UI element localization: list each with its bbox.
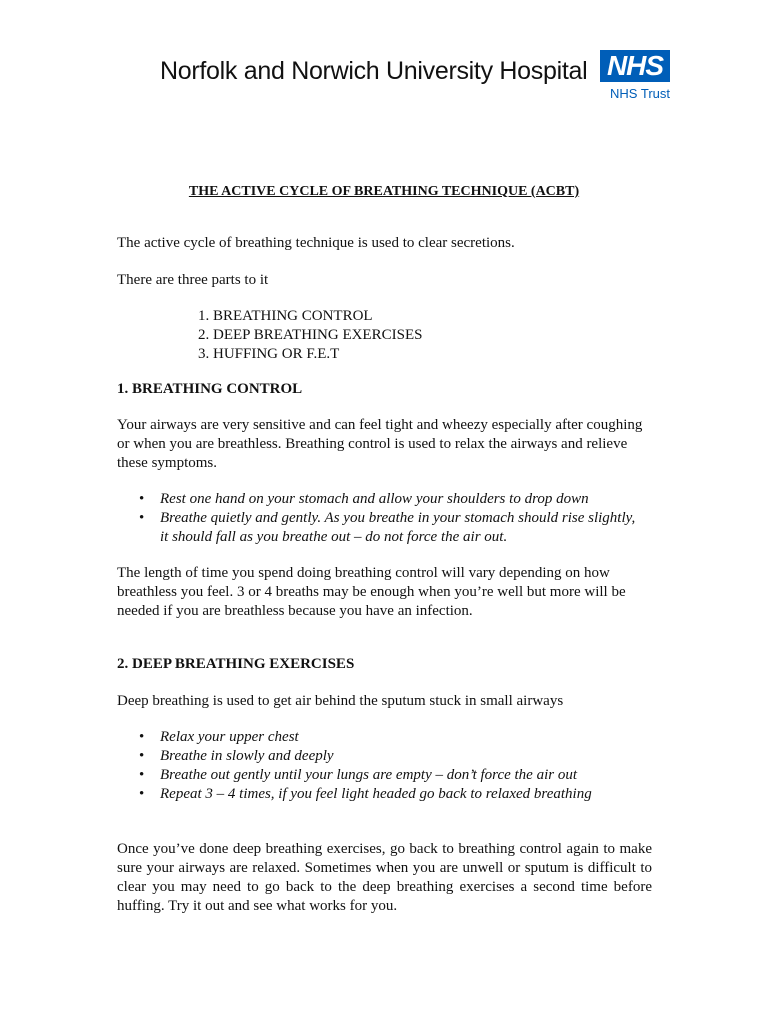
parts-list [198,307,422,364]
intro-paragraph: The active cycle of breathing technique is used to clear secretions. [117,235,515,251]
list-item [136,509,636,547]
bullet-icon: • [139,786,145,802]
section1-bullet-list [136,490,636,547]
section2-body: Deep breathing is used to get air behind the sputum stuck in small airways [117,693,564,709]
section-heading-breathing-control: 1. BREATHING CONTROL [117,381,303,397]
list-item [136,490,636,509]
list-item: 1. BREATHING CONTROL [198,308,373,324]
section2-bullet-list [136,728,636,804]
section1-body: Your airways are very sensitive and can feel tight and wheezy especially after coughing or when you are breathless. Breathing control is used to relax the airways and relieve these symptoms. [117,417,643,471]
nhs-logo: NHS [600,50,670,82]
bullet-text: Breathe quietly and gently. As you breathe in your stomach should rise slightly, it should fall as you breathe out – do not force the air out. [160,510,636,545]
bullet-text: Repeat 3 – 4 times, if you feel light headed go back to relaxed breathing [160,786,592,802]
bullet-icon: • [139,748,145,764]
list-item [136,785,636,804]
list-item: 3. HUFFING OR F.E.T [198,346,340,362]
bullet-icon: • [139,729,145,745]
hospital-name: Norfolk and Norwich University Hospital [160,57,588,85]
bullet-text: Breathe out gently until your lungs are empty – don’t force the air out [160,767,578,783]
section1-closing: The length of time you spend doing breathing control will vary depending on how breathless you feel. 3 or 4 breaths may be enough when you’re well but more will be needed if you are breathless because you have an infection. [117,565,626,619]
bullet-icon: • [139,491,145,507]
list-item [136,766,636,785]
list-item: 2. DEEP BREATHING EXERCISES [198,327,423,343]
bullet-icon: • [139,767,145,783]
document-title: THE ACTIVE CYCLE OF BREATHING TECHNIQUE (ACBT) [188,184,580,199]
bullet-text: Relax your upper chest [160,729,299,745]
trust-name: NHS Trust [610,86,670,101]
bullet-text: Breathe in slowly and deeply [160,748,334,764]
list-item [136,747,636,766]
bullet-icon: • [139,510,145,526]
section-heading-deep-breathing: 2. DEEP BREATHING EXERCISES [117,656,355,672]
section2-closing: Once you’ve done deep breathing exercises, go back to breathing control again to make sure your airways are relaxed. Sometimes when you are unwell or sputum is difficult to clear you may need to go back to the deep breathing exercises a second time before huffing. Try it out and see what works for you. [117,841,652,914]
list-item [136,728,636,747]
bullet-text: Rest one hand on your stomach and allow your shoulders to drop down [160,491,589,507]
parts-intro: There are three parts to it [117,272,269,288]
page-header [0,0,768,110]
